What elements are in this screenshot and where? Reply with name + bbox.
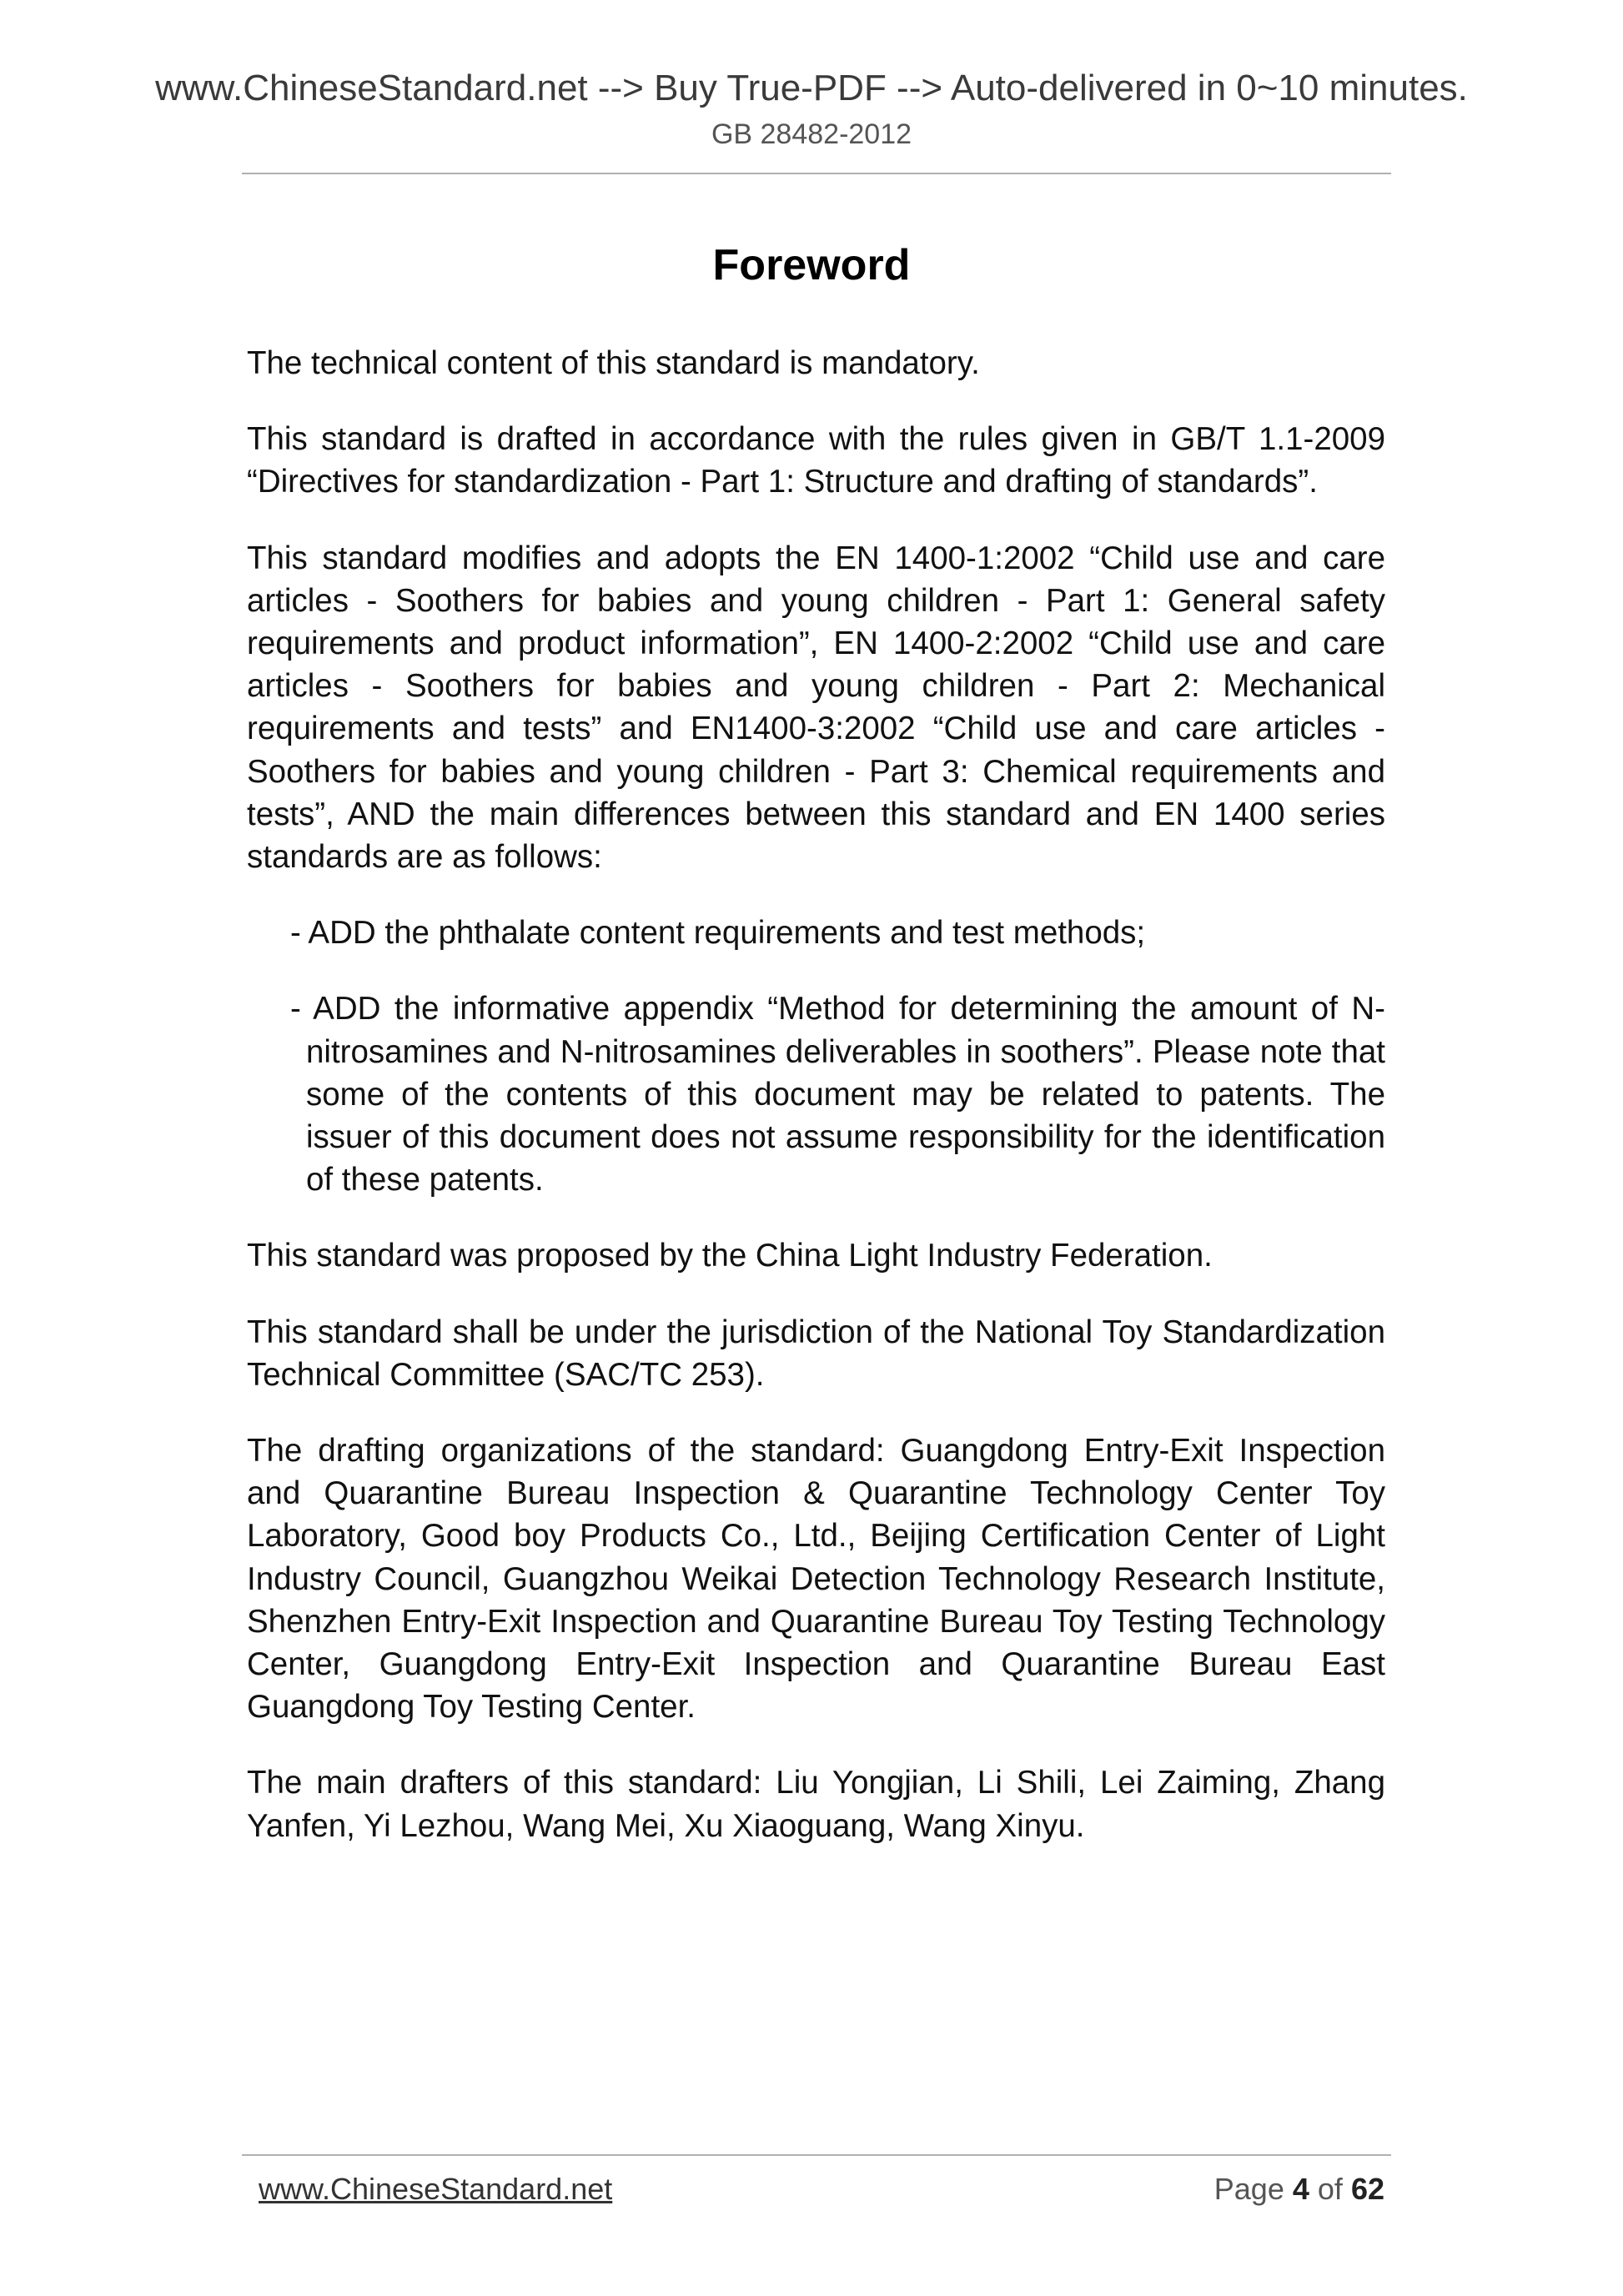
paragraph-drafters: The main drafters of this standard: Liu Yongjian, Li Shili, Lei Zaiming, Zhang Yanfen, Yi Lezhou, Wang Mei, Xu Xiaoguang, Wang Xinyu. xyxy=(247,1765,1385,1844)
footer-site-link[interactable]: www.ChineseStandard.net xyxy=(259,2172,613,2206)
paragraph-drafting-organizations: The drafting organizations of the standard: Guangdong Entry-Exit Inspection and Quarantine Bureau Inspection & Quarantine Technology Center Toy Laboratory, Good boy Products Co., Ltd., Beijing Certification Center of Light Industry Council, Guangzhou Weikai Detection Technology Research Institute, Shenzhen Entry-Exit Inspection and Quarantine Bureau Toy Testing Technology Center, Guangdong Entry-Exit Inspection and Quarantine Bureau East Guangdong Toy Testing Center. xyxy=(247,1433,1385,1726)
header-banner: www.ChineseStandard.net --> Buy True-PDF --> Auto-delivered in 0~10 minutes. xyxy=(155,68,1468,108)
paragraph-mandatory: The technical content of this standard is mandatory. xyxy=(247,345,980,381)
list-item-appendix: - ADD the informative appendix “Method for determining the amount of N-nitrosamines and N-nitrosamines deliverables in soothers”. Please note that some of the contents of this document may be related to patents. The issuer of this document does not assume responsibility for the identification of these patents. xyxy=(290,991,1385,1198)
footer-divider xyxy=(242,2154,1391,2156)
paragraph-jurisdiction: This standard shall be under the jurisdiction of the National Toy Standardization Technical Committee (SAC/TC 253). xyxy=(247,1314,1385,1393)
page-total: 62 xyxy=(1350,2172,1384,2206)
of-word: of xyxy=(1317,2172,1343,2206)
header-divider xyxy=(242,173,1391,174)
header-doc-id: GB 28482-2012 xyxy=(711,118,912,150)
page-title: Foreword xyxy=(712,241,911,289)
page-current: 4 xyxy=(1292,2172,1309,2206)
page-number xyxy=(1214,2171,1384,2208)
list-item-phthalate: - ADD the phthalate content requirements and test methods; xyxy=(290,915,1146,952)
page-word: Page xyxy=(1213,2172,1284,2206)
paragraph-drafting-rules: This standard is drafted in accordance with the rules given in GB/T 1.1-2009 “Directives for standardization - Part 1: Structure and drafting of standards”. xyxy=(247,421,1385,500)
foreword-body xyxy=(247,342,1385,1881)
paragraph-proposed-by: This standard was proposed by the China Light Industry Federation. xyxy=(247,1238,1213,1274)
paragraph-adoption: This standard modifies and adopts the EN 1400-1:2002 “Child use and care articles - Soothers for babies and young children - Part 1: General safety requirements and product information”, EN 1400-2:2002 “Child use and care articles - Soothers for babies and young children - Part 2: Mechanical requirements and tests” and EN1400-3:2002 “Child use and care articles - Soothers for babies and young children - Part 3: Chemical requirements and tests”, AND the main differences between this standard and EN 1400 series standards are as follows: xyxy=(247,540,1385,876)
